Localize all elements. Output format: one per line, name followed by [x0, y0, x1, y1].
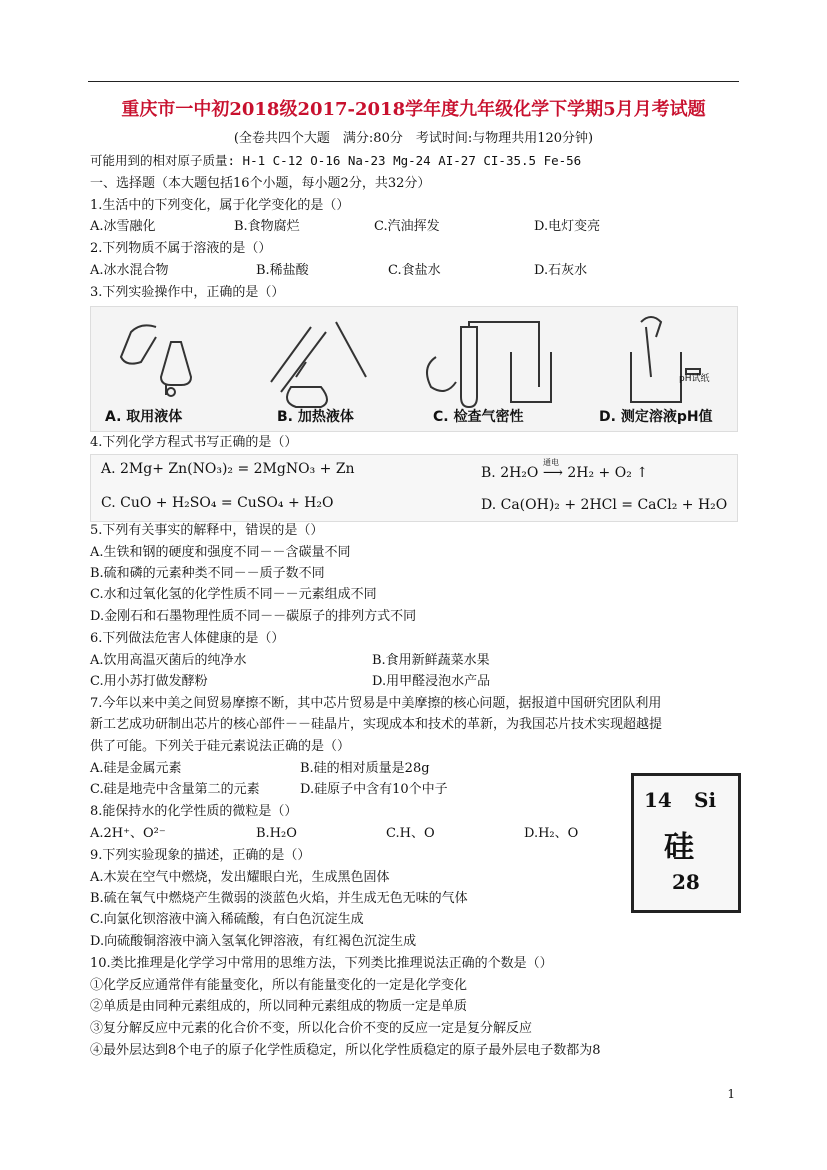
atomic-mass: 28 — [672, 870, 700, 894]
question-6-stem: 6.下列做法危害人体健康的是（） — [90, 631, 285, 646]
element-symbol: Si — [694, 788, 717, 812]
silicon-element-card — [631, 773, 741, 913]
question-1-option-d: D.电灯变亮 — [534, 219, 601, 234]
equation-b: B. 2H₂O ⟶ 2H₂ + O₂ ↑ — [481, 465, 648, 481]
equation-b-condition: 通电 — [543, 458, 559, 467]
lab-operations-figure — [90, 306, 738, 432]
question-9-option-b: B.硫在氧气中燃烧产生微弱的淡蓝色火焰，并生成无色无味的气体 — [90, 891, 468, 906]
question-7-option-d: D.硅原子中含有10个中子 — [300, 782, 448, 797]
question-5-option-b: B.硫和磷的元素种类不同－－质子数不同 — [90, 566, 325, 581]
page-title: 重庆市一中初2018级2017-2018学年度九年级化学下学期5月月考试题 — [121, 99, 706, 120]
question-10-stem: 10.类比推理是化学学习中常用的思维方法，下列类比推理说法正确的个数是（） — [90, 956, 553, 971]
question-1-stem: 1.生活中的下列变化，属于化学变化的是（） — [90, 198, 350, 213]
question-5-option-d: D.金刚石和石墨物理性质不同－－碳原子的排列方式不同 — [90, 609, 417, 624]
equations-figure — [90, 454, 738, 522]
question-2-option-d: D.石灰水 — [534, 263, 588, 278]
section-heading: 一、选择题（本大题包括16个小题，每小题2分，共32分） — [90, 176, 431, 191]
question-8-stem: 8.能保持水的化学性质的微粒是（） — [90, 804, 298, 819]
question-9-option-d: D.向硫酸铜溶液中滴入氢氧化钾溶液，有红褐色沉淀生成 — [90, 934, 417, 949]
question-1-option-c: C.汽油挥发 — [374, 219, 440, 234]
figure-caption-d: D. 测定溶液pH值 — [599, 409, 713, 425]
question-6-option-d: D.用甲醛浸泡水产品 — [372, 674, 491, 689]
question-10-statement-4: ④最外层达到8个电子的原子化学性质稳定，所以化学性质稳定的原子最外层电子数都为8 — [90, 1043, 601, 1058]
question-1-option-b: B.食物腐烂 — [234, 219, 300, 234]
question-10-statement-3: ③复分解反应中元素的化合价不变，所以化合价不变的反应一定是复分解反应 — [90, 1021, 533, 1036]
question-3-stem: 3.下列实验操作中，正确的是（） — [90, 285, 285, 300]
question-9-option-c: C.向氯化钡溶液中滴入稀硫酸，有白色沉淀生成 — [90, 912, 364, 927]
question-7-line-3: 供了可能。下列关于硅元素说法正确的是（） — [90, 739, 351, 754]
page-number: 1 — [727, 1087, 735, 1101]
question-4-stem: 4.下列化学方程式书写正确的是（） — [90, 435, 298, 450]
question-8-option-d: D.H₂、O — [524, 826, 579, 841]
question-5-stem: 5.下列有关事实的解释中，错误的是（） — [90, 523, 324, 538]
question-8-option-b: B.H₂O — [256, 826, 297, 841]
question-10-statement-2: ②单质是由同种元素组成的，所以同种元素组成的物质一定是单质 — [90, 999, 468, 1014]
question-7-option-a: A.硅是金属元素 — [90, 761, 182, 776]
equation-c: C. CuO + H₂SO₄ = CuSO₄ + H₂O — [101, 495, 334, 511]
question-2-option-c: C.食盐水 — [388, 263, 441, 278]
ph-paper-label: pH试纸 — [679, 374, 710, 384]
question-6-option-b: B.食用新鲜蔬菜水果 — [372, 653, 490, 668]
header-rule — [88, 81, 739, 82]
exam-info: (全卷共四个大题 满分:80分 考试时间:与物理共用120分钟) — [233, 131, 594, 146]
question-10-statement-1: ①化学反应通常伴有能量变化，所以有能量变化的一定是化学变化 — [90, 978, 468, 993]
question-9-stem: 9.下列实验现象的描述，正确的是（） — [90, 848, 311, 863]
question-8-option-a: A.2H⁺、O²⁻ — [90, 826, 166, 841]
question-7-option-c: C.硅是地壳中含量第二的元素 — [90, 782, 260, 797]
question-2-option-a: A.冰水混合物 — [90, 263, 169, 278]
equation-a: A. 2Mg+ Zn(NO₃)₂ = 2MgNO₃ + Zn — [101, 461, 355, 477]
question-5-option-c: C.水和过氧化氢的化学性质不同－－元素组成不同 — [90, 587, 377, 602]
figure-caption-c: C. 检查气密性 — [433, 409, 524, 425]
element-name: 硅 — [664, 830, 694, 865]
question-8-option-c: C.H、O — [386, 826, 435, 841]
atomic-masses: 可能用到的相对原子质量: H-1 C-12 O-16 Na-23 Mg-24 AI-27 CI-35.5 Fe-56 — [90, 153, 582, 168]
figure-caption-a: A. 取用液体 — [105, 409, 183, 425]
question-6-option-a: A.饮用高温灭菌后的纯净水 — [90, 653, 247, 668]
question-5-option-a: A.生铁和钢的硬度和强度不同－－含碳量不同 — [90, 545, 351, 560]
question-1-option-a: A.冰雪融化 — [90, 219, 156, 234]
question-2-stem: 2.下列物质不属于溶液的是（） — [90, 241, 272, 256]
equation-d: D. Ca(OH)₂ + 2HCl = CaCl₂ + H₂O — [481, 497, 728, 513]
question-7-line-1: 7.今年以来中美之间贸易摩擦不断，其中芯片贸易是中美摩擦的核心问题，据报道中国研究团队利用 — [90, 696, 662, 711]
question-9-option-a: A.木炭在空气中燃烧，发出耀眼白光，生成黑色固体 — [90, 870, 390, 885]
question-2-option-b: B.稀盐酸 — [256, 263, 309, 278]
figure-caption-b: B. 加热液体 — [277, 409, 354, 425]
question-6-option-c: C.用小苏打做发酵粉 — [90, 674, 208, 689]
question-7-option-b: B.硅的相对质量是28g — [300, 761, 430, 776]
atomic-number: 14 — [644, 788, 672, 812]
question-7-line-2: 新工艺成功研制出芯片的核心部件－－硅晶片，实现成本和技术的革新，为我国芯片技术实现超越提 — [90, 717, 663, 732]
